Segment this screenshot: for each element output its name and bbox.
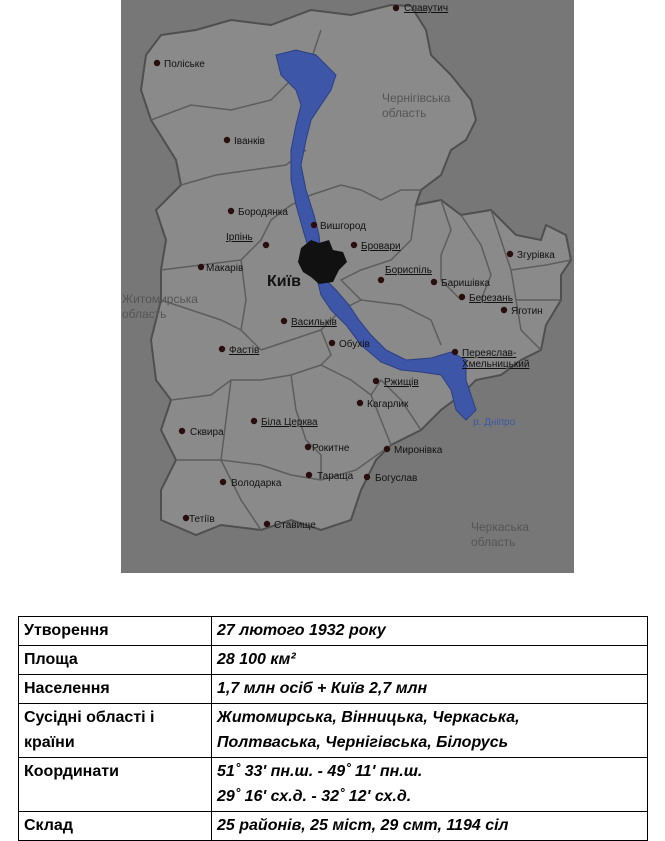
kyiv-oblast-map	[121, 0, 574, 573]
town-kaharlyk: Кагарлик	[367, 399, 409, 410]
town-ivankiv: Іванків	[234, 136, 265, 147]
table-row-composition	[19, 812, 648, 841]
row-label: Площа	[19, 646, 212, 675]
zhytomyr-label-2: область	[122, 307, 167, 321]
table-row-area	[19, 646, 648, 675]
town-boryspil: Бориспіль	[385, 265, 432, 276]
town-myronivka: Миронівка	[394, 445, 443, 456]
town-poliske: Поліське	[164, 59, 205, 70]
chernihiv-label-2: область	[382, 106, 427, 120]
town-rokytne: Рокитне	[312, 443, 350, 454]
town-irpin: Ірпінь	[226, 232, 253, 243]
town-yahotyn: Яготин	[511, 306, 543, 317]
town-borodianka: Бородянка	[238, 207, 288, 218]
town-baryshivka: Баришівка	[441, 278, 490, 289]
town-vyshhorod: Вишгород	[320, 221, 367, 232]
table-row-formation	[19, 617, 648, 646]
town-zghurivka: Згурівка	[517, 250, 555, 261]
town-fastiv: Фастів	[229, 345, 260, 356]
town-vasylkiv: Васильків	[291, 317, 337, 328]
river-label: р. Дніпро	[473, 417, 516, 428]
town-slavutych: Славутич	[404, 3, 449, 14]
row-label: Координати	[19, 758, 212, 812]
table-row-neighbors	[19, 704, 648, 758]
oblast-info-table	[18, 616, 648, 841]
cherkasy-label-2: область	[471, 535, 516, 549]
town-obukhiv: Обухів	[339, 339, 370, 350]
map-canvas	[121, 0, 574, 573]
zhytomyr-label-1: Житомирська	[122, 292, 198, 306]
town-brovary: Бровари	[361, 241, 401, 252]
row-label: Утворення	[19, 617, 212, 646]
row-value: Житомирська, Вінницька, Черкаська, Полтваська, Чернігівська, Білорусь	[212, 704, 648, 758]
town-stavyshche: Ставище	[274, 520, 316, 531]
row-value: 25 районів, 25 міст, 29 смт, 1194 сіл	[212, 812, 648, 841]
table-row-population	[19, 675, 648, 704]
row-value: 1,7 млн осіб + Київ 2,7 млн	[212, 675, 648, 704]
cherkasy-label-1: Черкаська	[471, 520, 529, 534]
town-makariv: Макарів	[206, 263, 244, 274]
town-tetiiv: Тетіїв	[189, 514, 215, 525]
town-pereiaslav-2: Хмельницький	[462, 359, 530, 370]
town-bila-tserkva: Біла Церква	[261, 417, 318, 428]
town-skvyra: Сквира	[190, 427, 224, 438]
row-label: Склад	[19, 812, 212, 841]
town-pereiaslav-1: Переяслав-	[462, 348, 517, 359]
row-value: 28 100 км²	[212, 646, 648, 675]
town-bohuslav: Богуслав	[375, 473, 418, 484]
row-label: Сусідні області і країни	[19, 704, 212, 758]
town-tarashcha: Тараща	[317, 471, 354, 482]
kyiv-label: Київ	[267, 273, 301, 290]
row-label: Населення	[19, 675, 212, 704]
town-berezan: Березань	[469, 293, 513, 304]
row-value: 51˚ 33' пн.ш. - 49˚ 11' пн.ш. 29˚ 16' сх.д. - 32˚ 12' сх.д.	[212, 758, 648, 812]
chernihiv-label-1: Чернігівська	[382, 91, 451, 105]
table-row-coordinates	[19, 758, 648, 812]
town-rzhyshchiv: Ржищів	[384, 377, 419, 388]
row-value: 27 лютого 1932 року	[212, 617, 648, 646]
town-volodarka: Володарка	[231, 478, 282, 489]
